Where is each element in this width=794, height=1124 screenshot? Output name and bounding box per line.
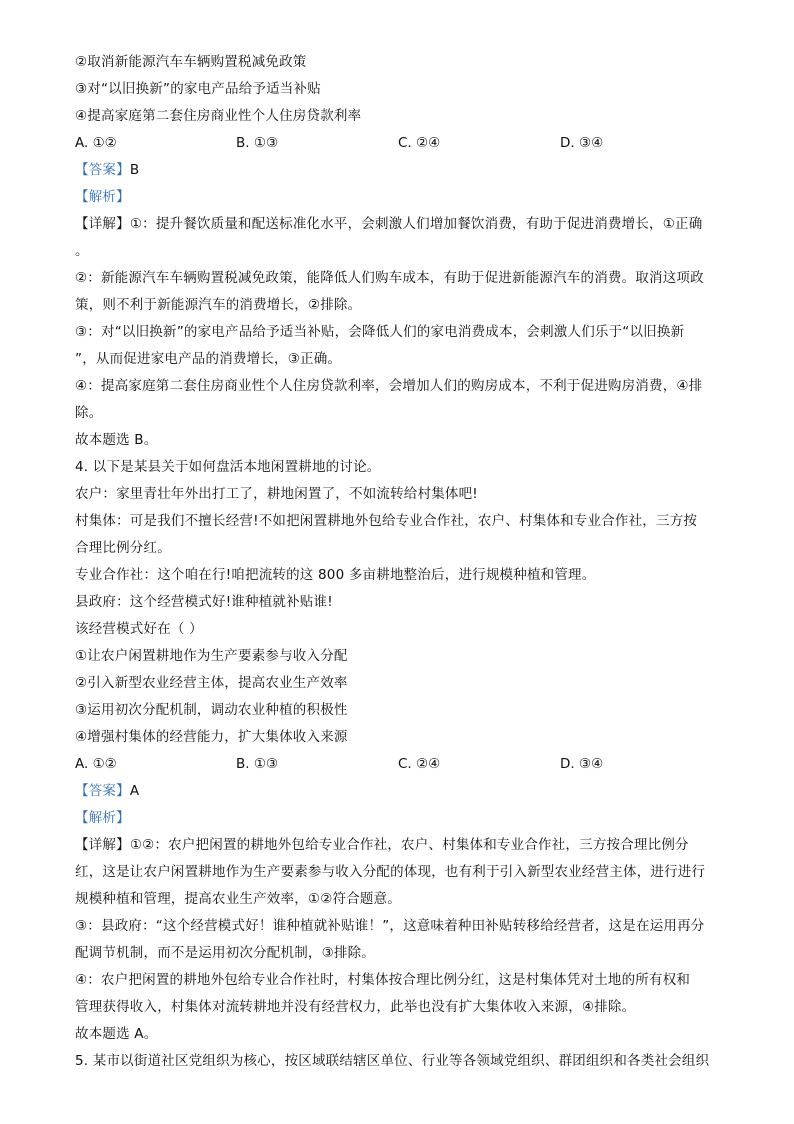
q4-detail-line: ④：农户把闲置的耕地外包给专业合作社时，村集体按合理比例分红，这是村集体凭对土地的所有权和 <box>75 972 691 988</box>
q3-detail-line: ④：提高家庭第二套住房商业性个人住房贷款利率，会增加人们的购房成本，不利于促进购房消费，④排 <box>75 378 703 394</box>
q3-choice-a: A. ①② <box>75 135 117 151</box>
q4-statement: ②引入新型农业经营主体，提高农业生产效率 <box>75 675 348 691</box>
q3-choices <box>75 133 675 153</box>
q4-analysis-label: 【解析】 <box>75 810 130 826</box>
q3-choice-b: B. ①③ <box>236 135 279 151</box>
q3-analysis-label: 【解析】 <box>75 189 130 205</box>
detail-text: ①②：农户把闲置的耕地外包给专业合作社，农户、村集体和专业合作社，三方按合理比例分 <box>129 837 689 853</box>
q3-detail-line <box>75 214 702 234</box>
q4-choice-d: D. ③④ <box>560 756 604 772</box>
q4-detail-line: 规模种植和管理，提高农业生产效率，①②符合题意。 <box>75 891 402 907</box>
q3-detail-line: 。 <box>75 243 89 259</box>
detail-label: 【详解】 <box>75 837 130 853</box>
q4-stem-line: 该经营模式好在（ ） <box>75 621 203 637</box>
q4-stem-line: 合理比例分红。 <box>75 540 171 556</box>
q4-statement: ④增强村集体的经营能力，扩大集体收入来源 <box>75 729 348 745</box>
q4-detail-line: ③：县政府：“这个经营模式好！谁种植就补贴谁！”，这意味着种田补贴转移给经营者，这是在运用再分 <box>75 918 705 934</box>
answer-value: B <box>129 162 140 178</box>
q4-choice-b: B. ①③ <box>236 756 279 772</box>
answer-label: 【答案】 <box>75 162 130 178</box>
answer-label: 【答案】 <box>75 783 130 799</box>
q4-detail-line: 红，这是让农户闲置耕地作为生产要素参与收入分配的体现，也有利于引入新型农业经营主体，进行进行 <box>75 864 706 880</box>
q4-statement: ①让农户闲置耕地作为生产要素参与收入分配 <box>75 648 348 664</box>
q3-detail-line: ②：新能源汽车车辆购置税减免政策，能降低人们购车成本，有助于促进新能源汽车的消费。取消这项政 <box>75 270 704 286</box>
q3-choice-c: C. ②④ <box>398 135 441 151</box>
q3-detail-line: ③：对“以旧换新”的家电产品给予适当补贴，会降低人们的家电消费成本，会刺激人们乐于“以旧换新 <box>75 324 685 340</box>
q4-stem-line: 农户：家里青壮年外出打工了，耕地闲置了，不如流转给村集体吧! <box>75 486 478 502</box>
q4-statement: ③运用初次分配机制，调动农业种植的积极性 <box>75 702 348 718</box>
q4-stem-line: 县政府：这个经营模式好!谁种植就补贴谁! <box>75 594 333 610</box>
q3-option-line-4: ④提高家庭第二套住房商业性个人住房贷款利率 <box>75 108 362 124</box>
q3-detail-line: 策，则不利于新能源汽车的消费增长，②排除。 <box>75 297 362 313</box>
q3-option-line-2: ②取消新能源汽车车辆购置税减免政策 <box>75 54 307 70</box>
q4-stem-line: 4. 以下是某县关于如何盘活本地闲置耕地的讨论。 <box>75 459 381 475</box>
q3-detail-line: 除。 <box>75 405 103 421</box>
q4-detail-line: 管理获得收入，村集体对流转耕地并没有经营权力，此举也没有扩大集体收入来源，④排除。 <box>75 999 636 1015</box>
q3-option-line-3: ③对“以旧换新”的家电产品给予适当补贴 <box>75 81 321 97</box>
q4-answer <box>75 781 139 801</box>
detail-label: 【详解】 <box>75 216 130 232</box>
detail-text: ①：提升餐饮质量和配送标准化水平，会刺激人们增加餐饮消费，有助于促进消费增长，①正确 <box>129 216 703 232</box>
q4-choice-a: A. ①② <box>75 756 117 772</box>
answer-value: A <box>129 783 140 799</box>
q3-conclusion: 故本题选 B。 <box>75 432 158 448</box>
q4-choices <box>75 754 675 774</box>
q4-stem-line: 村集体：可是我们不擅长经营!不如把闲置耕地外包给专业合作社，农户、村集体和专业合作社，三方按 <box>75 513 698 529</box>
q4-choice-c: C. ②④ <box>398 756 441 772</box>
q3-choice-d: D. ③④ <box>560 135 604 151</box>
q4-detail-line <box>75 835 689 855</box>
q5-stem-line: 5. 某市以街道社区党组织为核心，按区域联结辖区单位、行业等各领域党组织、群团组织和各类社会组织 <box>75 1053 710 1069</box>
q3-answer <box>75 160 139 180</box>
q4-stem-line: 专业合作社：这个咱在行!咱把流转的这 800 多亩耕地整治后，进行规模种植和管理。 <box>75 567 596 583</box>
q4-detail-line: 配调节机制，而不是运用初次分配机制，③排除。 <box>75 945 376 961</box>
q4-conclusion: 故本题选 A。 <box>75 1026 158 1042</box>
q3-detail-line: ”，从而促进家电产品的消费增长，③正确。 <box>75 351 342 367</box>
